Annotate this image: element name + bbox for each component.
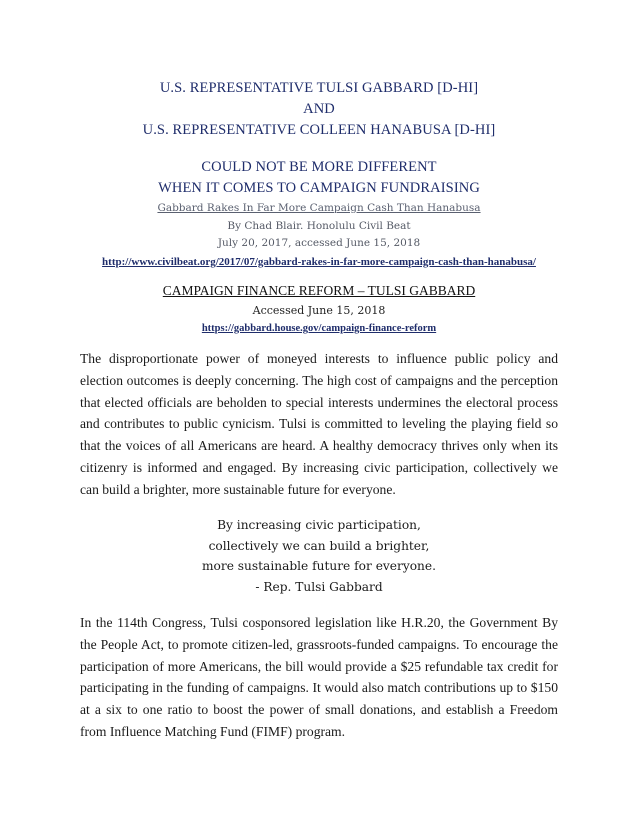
header-line-gabbard: U.S. REPRESENTATIVE TULSI GABBARD [D-HI] bbox=[159, 80, 479, 96]
header-line-and: AND bbox=[303, 101, 335, 117]
quote-line-1: By increasing civic participation, bbox=[217, 518, 421, 532]
quote-line-3: more sustainable future for everyone. bbox=[202, 559, 436, 573]
quote-attribution: - Rep. Tulsi Gabbard bbox=[255, 579, 383, 594]
campaign-finance-url-link[interactable]: https://gabbard.house.gov/campaign-finance-reform bbox=[201, 323, 437, 334]
headline-block bbox=[0, 157, 638, 271]
campaign-finance-source bbox=[0, 281, 638, 337]
document-header bbox=[0, 78, 638, 141]
article-title-link[interactable]: Gabbard Rakes In Far More Campaign Cash Than Hanabusa bbox=[157, 202, 481, 214]
body-paragraph-2: In the 114th Congress, Tulsi cosponsored legislation like H.R.20, the Government By the People Act, to promote citizen-led, grassroots-funded campaigns. To encourage the participation of more Americans, the bill would provide a $25 refundable tax credit for participating in the funding of campaigns. It would also match contributions up to $150 at a six to one ratio to boost the power of small donations, and establish a Freedom from Influence Matching Fund (FIMF) program. bbox=[80, 615, 558, 739]
quote-line-2: collectively we can build a brighter, bbox=[208, 538, 430, 553]
article-url-link[interactable]: http://www.civilbeat.org/2017/07/gabbard-rakes-in-far-more-campaign-cash-than-hanabusa/ bbox=[102, 255, 536, 268]
headline-line-1: COULD NOT BE MORE DIFFERENT bbox=[201, 159, 437, 175]
header-line-hanabusa: U.S. REPRESENTATIVE COLLEEN HANABUSA [D-HI] bbox=[142, 122, 496, 138]
campaign-finance-accessed: Accessed June 15, 2018 bbox=[252, 304, 386, 317]
campaign-finance-title: CAMPAIGN FINANCE REFORM – TULSI GABBARD bbox=[162, 283, 476, 298]
article-dates: July 20, 2017, accessed June 15, 2018 bbox=[217, 237, 421, 249]
article-byline: By Chad Blair. Honolulu Civil Beat bbox=[227, 219, 411, 232]
pull-quote bbox=[0, 515, 638, 597]
headline-line-2: WHEN IT COMES TO CAMPAIGN FUNDRAISING bbox=[158, 180, 480, 196]
body-paragraph-1: The disproportionate power of moneyed interests to influence public policy and election outcomes is deeply concerning. The high cost of campaigns and the perception that elected officials are beholden to special interests undermines the electoral process and contributes to public cynicism. Tulsi is committed to leveling the playing field so that the voices of all Americans are heard. A healthy democracy thrives only when its citizenry is informed and engaged. By increasing civic participation, collectively we can build a brighter, more sustainable future for everyone. bbox=[80, 351, 558, 497]
